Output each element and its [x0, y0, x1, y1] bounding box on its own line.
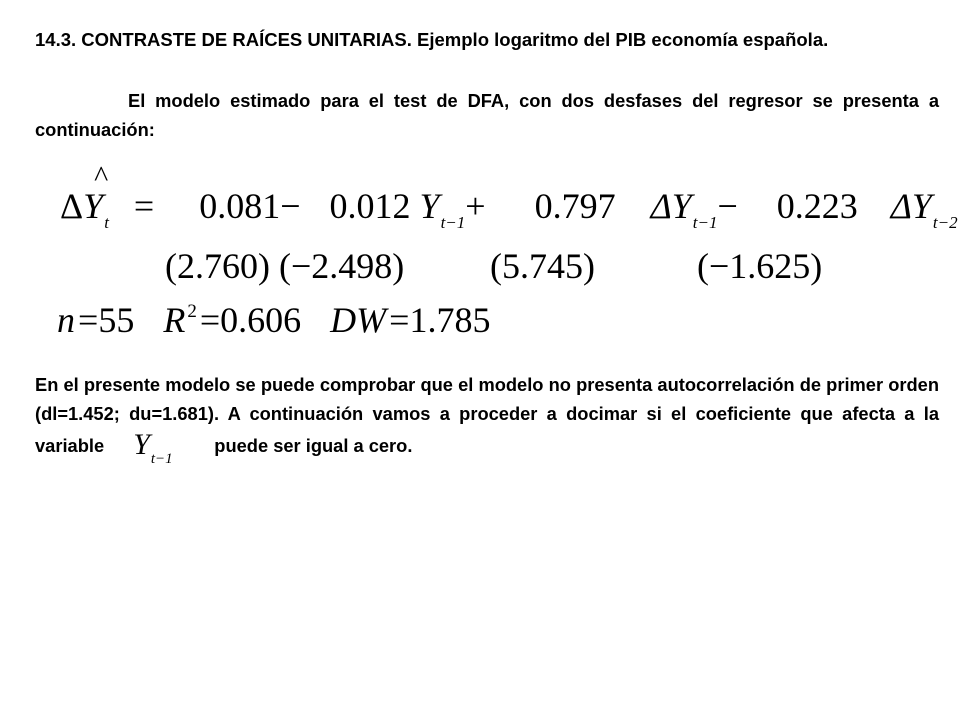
var-y-lag: Y [419, 186, 440, 226]
dw-equals: = [389, 300, 410, 340]
r2-equals: = [199, 300, 221, 340]
hat-symbol: ^ [94, 160, 109, 193]
conclusion-paragraph [35, 370, 939, 467]
minus-sign-2: − [717, 186, 738, 226]
constant-coef: 0.081 [199, 186, 281, 226]
regression-equation [60, 160, 958, 232]
conclusion-text-after: puede ser igual a cero. [214, 435, 413, 456]
var-dy-lag2: ΔY [890, 186, 932, 226]
summary-statistics [57, 302, 490, 338]
sub-dy-lag1: t−1 [692, 213, 718, 232]
equals-sign: = [133, 186, 155, 226]
r2-superscript: 2 [187, 301, 197, 322]
n-equals: = [78, 300, 99, 340]
sub-dy-lag2: t−2 [932, 213, 958, 232]
var-dy-lag1: ΔY [650, 186, 692, 226]
r2-value: 0.606 [220, 300, 302, 340]
n-label: n [57, 300, 75, 340]
lhs-y-hat: Y ^ [83, 160, 109, 226]
tstat-dy-lag2: (−1.625) [697, 246, 823, 286]
lhs-delta: Δ [60, 186, 84, 226]
slide-heading: 14.3. CONTRASTE DE RAÍCES UNITARIAS. Ejemplo logaritmo del PIB economía española. [35, 29, 829, 50]
r2-label: R [163, 300, 186, 340]
coef-y-lag: 0.012 [329, 186, 411, 226]
conclusion-text-before: En el presente modelo se puede comprobar que el modelo no presenta autocorrelación de primer orden (dl=1.452; du=1.681). A continuación vamos a proceder a docimar si el coeficiente que afecta a la variable [35, 374, 939, 456]
coef-dy-lag1: 0.797 [534, 186, 616, 226]
tstat-constant: (2.760) [165, 246, 270, 286]
n-value: 55 [98, 300, 135, 340]
intro-paragraph: El modelo estimado para el test de DFA, con dos desfases del regresor se presenta a continuación: [35, 90, 939, 140]
dw-value: 1.785 [409, 300, 491, 340]
minus-sign-1: − [280, 186, 301, 226]
coef-dy-lag2: 0.223 [776, 186, 858, 226]
plus-sign: + [465, 186, 486, 226]
inline-variable-y-lag: $Y_{t-1}$ [133, 428, 173, 467]
sub-y-lag: t−1 [440, 213, 466, 232]
dw-label: DW [330, 300, 387, 340]
tstat-y-lag: (−2.498) [279, 246, 405, 286]
lhs-subscript: t [104, 213, 109, 232]
tstat-dy-lag1: (5.745) [490, 246, 595, 286]
